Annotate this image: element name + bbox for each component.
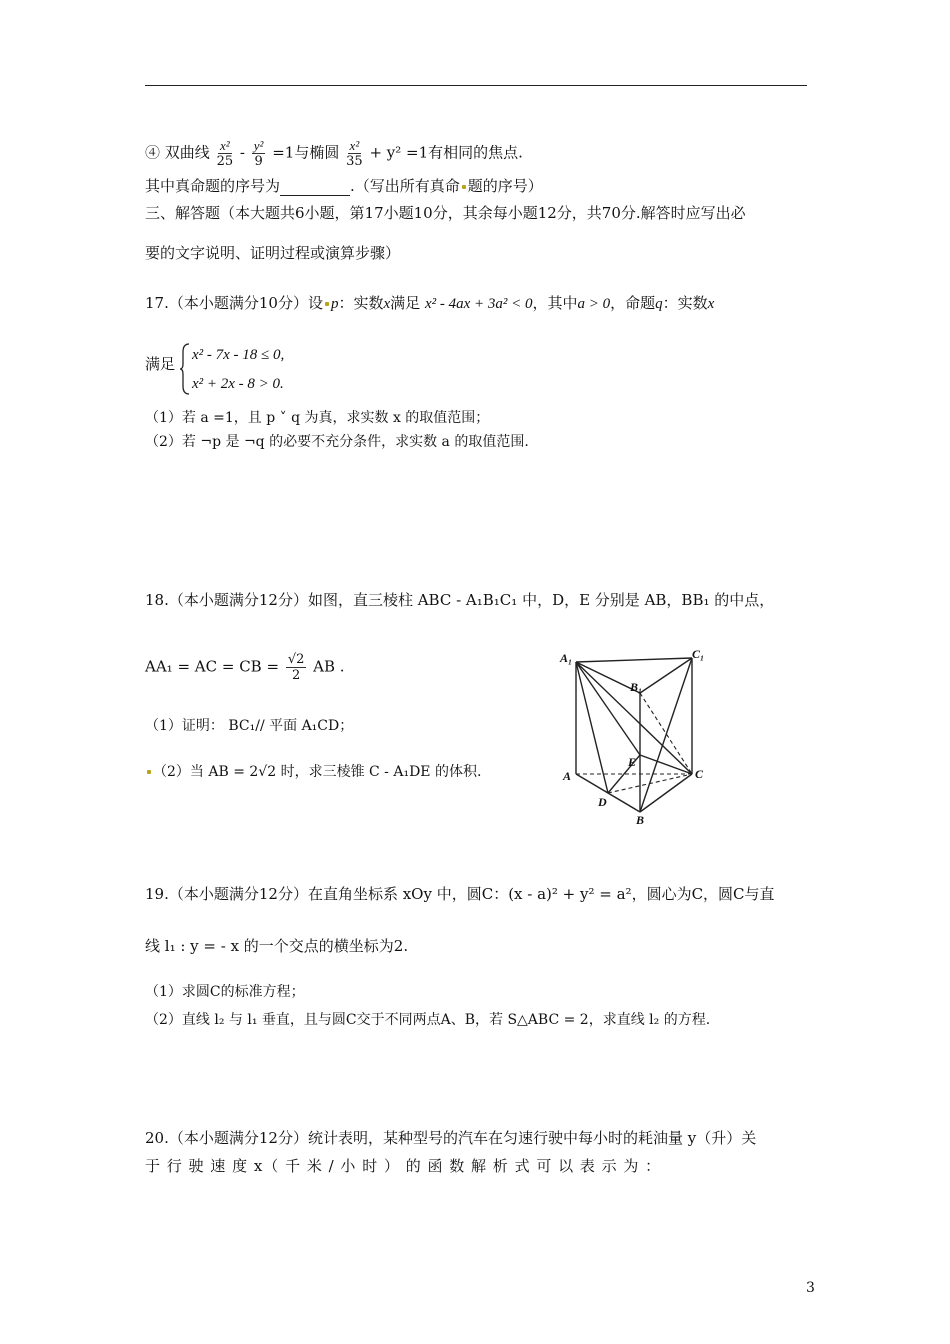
edge-E-C — [640, 755, 692, 774]
section3-heading: 三、解答题（本大题共6小题，第17小题10分，其余每小题12分，共70分.解答时应写出必 — [145, 204, 746, 222]
q17-part2: （2）若 ¬p 是 ¬q 的必要不充分条件，求实数 a 的取值范围. — [145, 434, 529, 450]
section3-heading-cont: 要的文字说明、证明过程或演算步骤） — [145, 244, 401, 262]
q20-stem: 20.（本小题满分12分）统计表明，某种型号的汽车在匀速行驶中每小时的耗油量 y（升）关 — [145, 1129, 757, 1147]
page-number: 3 — [806, 1280, 815, 1296]
item4-line: ④ 双曲线 $\frac{\text{x²}}{25}$ - $\frac{\text{y²}}{9}$ =1与椭圆 $\frac{\text{x²}}{35}$ + y² =1有相同的焦点. — [145, 138, 523, 169]
q17-system-line2: x² + 2x - 8 > 0. — [192, 376, 284, 392]
prism-figure — [558, 650, 718, 825]
label-B1: B₁ — [630, 680, 643, 694]
edge-A1-E — [576, 662, 643, 755]
hyperbola-y-fraction: $\frac{\text{y²}}{9}$ — [253, 138, 264, 169]
answer-blank[interactable] — [280, 181, 350, 196]
q19-part2: （2）直线 l₂ 与 l₁ 垂直，且与圆C交于不同两点A、B，若 S△ABC = 2，求直线 l₂ 的方程. — [145, 1012, 711, 1028]
marker-dot — [325, 302, 329, 306]
q19-stem-cont: 线 l₁ : y = - x 的一个交点的横坐标为2. — [145, 937, 409, 955]
header-rule — [145, 85, 807, 86]
edge-A1-D — [576, 662, 608, 793]
label-D: D — [598, 795, 607, 809]
q17-stem: 17.（本小题满分10分）设 p：实数x满足 x² - 4ax + 3a² < 0，其中a > 0，命题q：实数x — [145, 294, 715, 312]
marker-dot — [462, 185, 466, 189]
edge-A1-C1 — [576, 658, 692, 662]
q18-part2: （2）当 AB = 2√2 时，求三棱锥 C - A₁DE 的体积. — [145, 762, 481, 782]
q18-part1: （1）证明： BC₁// 平面 A₁CD； — [145, 718, 354, 734]
q20-stem-cont: 于 行 驶 速 度 x（ 千 米 / 小 时 ） 的 函 数 解 析 式 可 以 表 示 为 ： — [145, 1157, 662, 1175]
edge-C1-B — [640, 658, 692, 812]
q18-condition: AA₁ = AC = CB = $\frac{√2}{2}$ AB . — [145, 652, 345, 683]
label-C: C — [695, 767, 704, 781]
system-brace — [180, 342, 190, 396]
edge-B1-C1 — [640, 658, 692, 693]
label-A: A — [563, 769, 572, 783]
q17-satisfy: 满足 — [145, 355, 176, 373]
label-A1: A₁ — [560, 651, 573, 665]
label-C1: C₁ — [692, 650, 705, 661]
answer-prompt: 其中真命题的序号为 .（写出所有真命 题的序号） — [145, 177, 543, 195]
label-B: B — [636, 813, 645, 825]
sqrt2-over-2: $\frac{√2}{2}$ — [287, 652, 305, 683]
q19-part1: （1）求圆C的标准方程； — [145, 984, 305, 1000]
ellipse-x-fraction: $\frac{\text{x²}}{35}$ — [346, 138, 363, 169]
q17-system-line1: x² - 7x - 18 ≤ 0, — [192, 347, 285, 363]
q17-part1: （1）若 a =1，且 p ˅ q 为真，求实数 x 的取值范围； — [145, 410, 490, 426]
q19-stem: 19.（本小题满分12分）在直角坐标系 xOy 中，圆C：(x - a)² + y² = a²，圆心为C，圆C与直 — [145, 885, 775, 903]
label-E: E — [628, 755, 637, 769]
item4-lead: ④ 双曲线 — [145, 143, 210, 162]
hyperbola-x-fraction: $\frac{\text{x²}}{25}$ — [216, 138, 234, 169]
marker-dot — [147, 770, 151, 774]
q18-stem: 18.（本小题满分12分）如图，直三棱柱 ABC - A₁B₁C₁ 中，D，E 分别是 AB，BB₁ 的中点， — [145, 591, 775, 609]
